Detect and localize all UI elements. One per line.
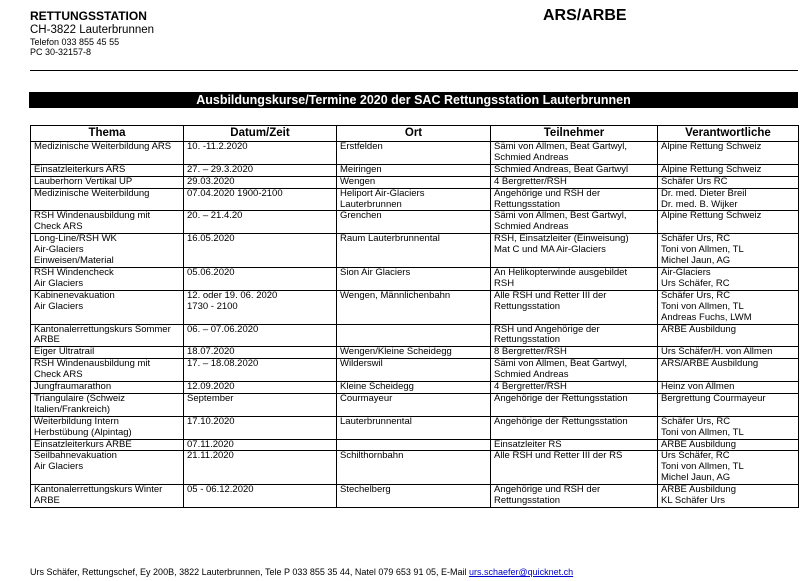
table-header-row <box>31 126 799 142</box>
cell-teilnehmer: 8 Bergretter/RSH <box>491 347 658 359</box>
cell-ort: Grenchen <box>337 211 491 234</box>
table-row <box>31 451 799 485</box>
cell-datum-zeit: 18.07.2020 <box>184 347 337 359</box>
cell-teilnehmer: Einsatzleiter RS <box>491 439 658 451</box>
cell-verantwortliche: Schäfer Urs, RC Toni von Allmen, TL <box>658 416 799 439</box>
table-row <box>31 188 799 211</box>
cell-verantwortliche: Alpine Rettung Schweiz <box>658 164 799 176</box>
cell-ort: Erstfelden <box>337 142 491 165</box>
cell-teilnehmer: Sämi von Allmen, Beat Gartwyl, Schmied Andreas <box>491 359 658 382</box>
column-header-thema: Thema <box>31 126 184 142</box>
cell-datum-zeit: 12. oder 19. 06. 2020 1730 - 2100 <box>184 290 337 324</box>
cell-ort: Wengen <box>337 176 491 188</box>
cell-thema: Seilbahnevakuation Air Glaciers <box>31 451 184 485</box>
cell-thema: Kantonalerrettungskurs Winter ARBE <box>31 485 184 508</box>
footer <box>30 567 573 577</box>
cell-verantwortliche: Dr. med. Dieter Breil Dr. med. B. Wijker <box>658 188 799 211</box>
cell-datum-zeit: 20. – 21.4.20 <box>184 211 337 234</box>
cell-datum-zeit: 21.11.2020 <box>184 451 337 485</box>
table-row <box>31 439 799 451</box>
organization-code: ARS/ARBE <box>543 7 627 24</box>
table-row <box>31 211 799 234</box>
cell-ort: Meiringen <box>337 164 491 176</box>
cell-teilnehmer: 4 Bergretter/RSH <box>491 382 658 394</box>
cell-thema: RSH Windenausbildung mit Check ARS <box>31 359 184 382</box>
cell-thema: Eiger Ultratrail <box>31 347 184 359</box>
table-row <box>31 267 799 290</box>
cell-ort: Kleine Scheidegg <box>337 382 491 394</box>
cell-thema: RSH Windencheck Air Glaciers <box>31 267 184 290</box>
cell-datum-zeit: 17.10.2020 <box>184 416 337 439</box>
organization-name: RETTUNGSSTATION <box>30 9 147 23</box>
header-divider <box>30 70 798 71</box>
cell-verantwortliche: Schäfer Urs, RC Toni von Allmen, TL Andreas Fuchs, LWM <box>658 290 799 324</box>
cell-teilnehmer: Schmied Andreas, Beat Gartwyl <box>491 164 658 176</box>
cell-thema: Long-Line/RSH WK Air-Glaciers Einweisen/Material <box>31 234 184 268</box>
cell-datum-zeit: 27. – 29.3.2020 <box>184 164 337 176</box>
cell-thema: Medizinische Weiterbildung <box>31 188 184 211</box>
cell-datum-zeit: 17. – 18.08.2020 <box>184 359 337 382</box>
table-row <box>31 290 799 324</box>
cell-datum-zeit: 06. – 07.06.2020 <box>184 324 337 347</box>
cell-thema: Lauberhorn Vertikal UP <box>31 176 184 188</box>
cell-teilnehmer: RSH, Einsatzleiter (Einweisung) Mat C und MA Air-Glaciers <box>491 234 658 268</box>
cell-verantwortliche: Urs Schäfer, RC Toni von Allmen, TL Michel Jaun, AG <box>658 451 799 485</box>
cell-ort: Sion Air Glaciers <box>337 267 491 290</box>
cell-datum-zeit: September <box>184 393 337 416</box>
cell-datum-zeit: 07.11.2020 <box>184 439 337 451</box>
cell-verantwortliche: Air-Glaciers Urs Schäfer, RC <box>658 267 799 290</box>
cell-datum-zeit: 29.03.2020 <box>184 176 337 188</box>
cell-ort: Wilderswil <box>337 359 491 382</box>
column-header-verantwortliche: Verantwortliche <box>658 126 799 142</box>
cell-ort: Schilthornbahn <box>337 451 491 485</box>
cell-verantwortliche: ARBE Ausbildung <box>658 439 799 451</box>
table-row <box>31 347 799 359</box>
table-row <box>31 324 799 347</box>
cell-teilnehmer: Angehörige der Rettungsstation <box>491 393 658 416</box>
column-header-teilnehmer: Teilnehmer <box>491 126 658 142</box>
table-row <box>31 234 799 268</box>
cell-verantwortliche: Schäfer Urs, RC Toni von Allmen, TL Michel Jaun, AG <box>658 234 799 268</box>
table-row <box>31 485 799 508</box>
cell-teilnehmer: Alle RSH und Retter III der Rettungsstation <box>491 290 658 324</box>
cell-verantwortliche: Alpine Rettung Schweiz <box>658 142 799 165</box>
table-row <box>31 176 799 188</box>
organization-postal-account: PC 30-32157-8 <box>30 47 92 58</box>
table-row <box>31 359 799 382</box>
cell-ort: Heliport Air-Glaciers Lauterbrunnen <box>337 188 491 211</box>
cell-datum-zeit: 05.06.2020 <box>184 267 337 290</box>
cell-teilnehmer: Angehörige und RSH der Rettungsstation <box>491 188 658 211</box>
column-header-datum-zeit: Datum/Zeit <box>184 126 337 142</box>
cell-thema: Kabinenevakuation Air Glaciers <box>31 290 184 324</box>
cell-ort <box>337 439 491 451</box>
cell-ort: Lauterbrunnental <box>337 416 491 439</box>
cell-thema: Einsatzleiterkurs ARBE <box>31 439 184 451</box>
cell-datum-zeit: 12.09.2020 <box>184 382 337 394</box>
cell-ort: Raum Lauterbrunnental <box>337 234 491 268</box>
cell-datum-zeit: 10. -11.2.2020 <box>184 142 337 165</box>
document-title: Ausbildungskurse/Termine 2020 der SAC Rettungsstation Lauterbrunnen <box>29 92 798 108</box>
cell-thema: Kantonalerrettungskurs Sommer ARBE <box>31 324 184 347</box>
cell-teilnehmer: Angehörige der Rettungsstation <box>491 416 658 439</box>
cell-teilnehmer: Sämi von Allmen, Beat Gartwyl, Schmied Andreas <box>491 142 658 165</box>
cell-verantwortliche: Heinz von Allmen <box>658 382 799 394</box>
cell-thema: Medizinische Weiterbildung ARS <box>31 142 184 165</box>
cell-thema: Weiterbildung Intern Herbstübung (Alpintag) <box>31 416 184 439</box>
cell-thema: Einsatzleiterkurs ARS <box>31 164 184 176</box>
cell-ort <box>337 324 491 347</box>
table-row <box>31 142 799 165</box>
footer-email-link[interactable]: urs.schaefer@quicknet.ch <box>468 567 574 577</box>
table-row <box>31 382 799 394</box>
course-schedule-table <box>30 125 799 508</box>
cell-ort: Wengen/Kleine Scheidegg <box>337 347 491 359</box>
cell-datum-zeit: 07.04.2020 1900-2100 <box>184 188 337 211</box>
cell-verantwortliche: Alpine Rettung Schweiz <box>658 211 799 234</box>
table-body <box>31 142 799 508</box>
organization-address: CH-3822 Lauterbrunnen <box>30 23 155 36</box>
cell-teilnehmer: 4 Bergretter/RSH <box>491 176 658 188</box>
cell-ort: Wengen, Männlichenbahn <box>337 290 491 324</box>
cell-ort: Courmayeur <box>337 393 491 416</box>
footer-contact: Urs Schäfer, Rettungschef, Ey 200B, 3822 Lauterbrunnen, Tele P 033 855 35 44, Natel 079 653 91 05, E-Mail <box>30 567 469 577</box>
cell-verantwortliche: Bergrettung Courmayeur <box>658 393 799 416</box>
cell-teilnehmer: Sämi von Allmen, Best Gartwyl, Schmied Andreas <box>491 211 658 234</box>
cell-datum-zeit: 05 - 06.12.2020 <box>184 485 337 508</box>
cell-verantwortliche: Urs Schäfer/H. von Allmen <box>658 347 799 359</box>
cell-thema: RSH Windenausbildung mit Check ARS <box>31 211 184 234</box>
table-row <box>31 164 799 176</box>
cell-teilnehmer: Alle RSH und Retter III der RS <box>491 451 658 485</box>
cell-thema: Jungfraumarathon <box>31 382 184 394</box>
table-row <box>31 416 799 439</box>
cell-teilnehmer: Angehörige und RSH der Rettungsstation <box>491 485 658 508</box>
column-header-ort: Ort <box>337 126 491 142</box>
cell-teilnehmer: An Helikopterwinde ausgebildet RSH <box>491 267 658 290</box>
cell-datum-zeit: 16.05.2020 <box>184 234 337 268</box>
cell-verantwortliche: ARBE Ausbildung KL Schäfer Urs <box>658 485 799 508</box>
cell-verantwortliche: Schäfer Urs RC <box>658 176 799 188</box>
table-row <box>31 393 799 416</box>
cell-verantwortliche: ARS/ARBE Ausbildung <box>658 359 799 382</box>
cell-ort: Stechelberg <box>337 485 491 508</box>
cell-teilnehmer: RSH und Angehörige der Rettungsstation <box>491 324 658 347</box>
organization-phone: Telefon 033 855 45 55 <box>30 37 120 48</box>
organization-header <box>30 10 154 58</box>
cell-verantwortliche: ARBE Ausbildung <box>658 324 799 347</box>
cell-thema: Triangulaire (Schweiz Italien/Frankreich) <box>31 393 184 416</box>
